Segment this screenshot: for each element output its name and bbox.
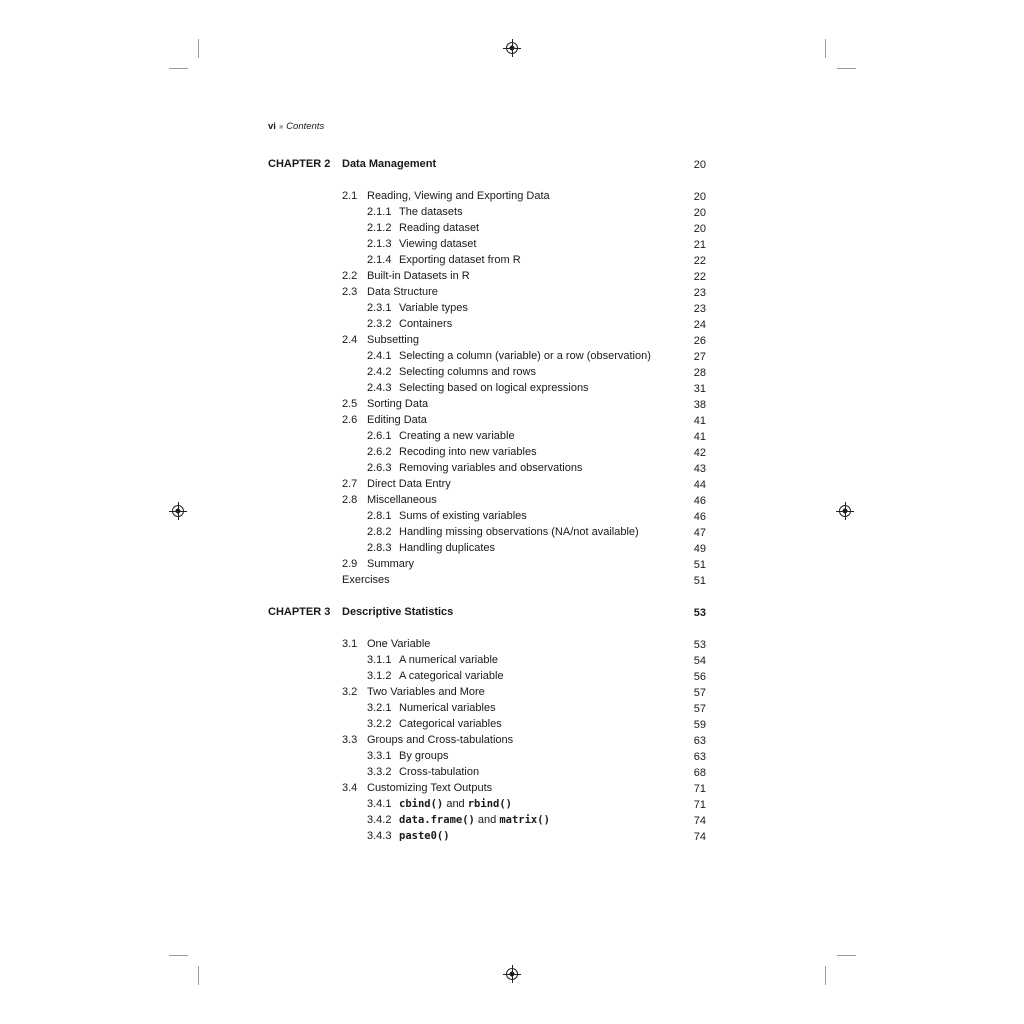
toc-entry-number: 2.5 [342,398,358,410]
toc-entry-title: Two Variables and More [367,686,485,698]
toc-entry-title: Sorting Data [367,398,429,410]
toc-entry-number: 3.4.1 [367,798,392,810]
toc-entry [268,508,708,524]
toc-entry [268,396,708,412]
chapter-page-number: 20 [693,159,706,171]
toc-entry-page-number: 24 [693,319,706,331]
toc-entry-title: Selecting based on logical expressions [399,382,589,394]
toc-entry-number: 3.1 [342,638,358,650]
toc-entry [268,316,708,332]
toc-entry-title: Creating a new variable [399,430,515,442]
code-function-name: data.frame() [399,814,475,826]
toc-entry-number: 2.3 [342,286,358,298]
toc-entry-number: 2.6.1 [367,430,392,442]
toc-entry [268,428,708,444]
toc-entry-title: Handling duplicates [399,542,496,554]
toc-entry-number: 2.6 [342,414,358,426]
toc-entry-title: A numerical variable [399,654,499,666]
toc-entry [268,444,708,460]
toc-entry-page-number: 21 [693,239,706,251]
toc-entry [268,700,708,716]
toc-entry-number: 3.3.2 [367,766,392,778]
toc-entry-title: Numerical variables [399,702,496,714]
chapter-label: CHAPTER 2 [268,158,331,170]
crop-mark [169,68,188,69]
toc-entry-title: Miscellaneous [367,494,437,506]
toc-entry-number: 2.1.1 [367,206,392,218]
toc-entry-title: Reading dataset [399,222,480,234]
toc-entry [268,748,708,764]
toc-entry-page-number: 71 [693,799,706,811]
toc-entry-page-number: 46 [693,511,706,523]
toc-entry-number: 2.3.1 [367,302,392,314]
toc-entry-title: Editing Data [367,414,427,426]
toc-entry-page-number: 20 [693,207,706,219]
toc-entry-number: 2.1.3 [367,238,392,250]
chapter-title: Descriptive Statistics [342,606,454,618]
toc-entry-title: Data Structure [367,286,438,298]
toc-entry-title: The datasets [399,206,463,218]
toc-entry-title: Sums of existing variables [399,510,527,522]
chapter-page-number: 53 [693,607,706,619]
registration-mark-icon [172,505,184,517]
toc-entry [268,268,708,284]
toc-entry [268,460,708,476]
toc-entry [268,476,708,492]
toc-entry [268,716,708,732]
toc-entry-text: and [474,814,500,826]
toc-entry-page-number: 57 [693,703,706,715]
toc-entry-title: Categorical variables [399,718,502,730]
running-head [268,120,324,135]
toc-entry [268,492,708,508]
toc-entry [268,412,708,428]
toc-entry [268,524,708,540]
toc-entry [268,668,708,684]
toc-entry [268,652,708,668]
toc-entry-page-number: 57 [693,687,706,699]
toc-entry-number: 2.4 [342,334,358,346]
toc-entry-number: 3.1.2 [367,670,392,682]
toc-entry [268,780,708,796]
toc-entry-page-number: 41 [693,431,706,443]
toc-entry [268,828,708,844]
toc-entry-title: By groups [399,750,449,762]
crop-mark [825,966,826,985]
toc-entry-page-number: 28 [693,367,706,379]
toc-entry-title [399,828,450,844]
toc-entry-number: 2.1 [342,190,358,202]
toc-entry-title: Built-in Datasets in R [367,270,470,282]
toc-entry [268,364,708,380]
toc-entry-number: 3.2 [342,686,358,698]
toc-entry-number: 2.8.1 [367,510,392,522]
toc-entry-number: 3.3 [342,734,358,746]
toc-entry [268,188,708,204]
crop-mark [837,68,856,69]
toc-entry-number: 2.7 [342,478,358,490]
toc-entry-page-number: 49 [693,543,706,555]
toc-entry [268,236,708,252]
toc-entry-number: 3.3.1 [367,750,392,762]
toc-entry-page-number: 54 [693,655,706,667]
toc-entry-title: Reading, Viewing and Exporting Data [367,190,550,202]
toc-entry-page-number: 47 [693,527,706,539]
toc-entry-page-number: 22 [693,271,706,283]
toc-entry-title: Recoding into new variables [399,446,537,458]
toc-entry-page-number: 74 [693,831,706,843]
toc-entry [268,796,708,812]
chapter-title: Data Management [342,158,437,170]
toc-entry-number: 3.4.2 [367,814,392,826]
toc-entry-number: 3.4 [342,782,358,794]
toc-entry-page-number: 43 [693,463,706,475]
toc-entry-title: Selecting a column (variable) or a row (observation) [399,350,651,362]
toc-entry-number: 3.2.2 [367,718,392,730]
toc-entry-page-number: 46 [693,495,706,507]
toc-entry-title: Direct Data Entry [367,478,451,490]
toc-entry-number: 2.1.2 [367,222,392,234]
registration-mark-icon [506,42,518,54]
toc-entry-page-number: 51 [693,559,706,571]
toc-entry-title: Viewing dataset [399,238,477,250]
toc-entry-number: 2.3.2 [367,318,392,330]
toc-entry-title: Exercises [342,574,390,586]
toc-entry-title: Containers [399,318,453,330]
toc-entry-title: One Variable [367,638,431,650]
toc-entry-list [268,188,708,588]
running-head-title: Contents [286,121,325,132]
toc-entry-number: 2.6.3 [367,462,392,474]
toc-entry-title: Subsetting [367,334,419,346]
toc-entry [268,204,708,220]
toc-entry-page-number: 51 [693,575,706,587]
toc-entry-page-number: 59 [693,719,706,731]
toc-entry [268,764,708,780]
toc-entry-page-number: 20 [693,191,706,203]
toc-entry-number: 2.8.3 [367,542,392,554]
toc-entry-title: Selecting columns and rows [399,366,536,378]
toc-entry-title: Customizing Text Outputs [367,782,493,794]
toc-entry-page-number: 56 [693,671,706,683]
toc-entry-page-number: 42 [693,447,706,459]
toc-entry-number: 3.4.3 [367,830,392,842]
crop-mark [198,39,199,58]
toc-entry [268,220,708,236]
toc-entry-number: 2.8 [342,494,358,506]
toc-entry-number: 2.4.2 [367,366,392,378]
registration-mark-icon [839,505,851,517]
toc-entry-number: 2.1.4 [367,254,392,266]
toc-entry-title: A categorical variable [399,670,504,682]
toc-entry [268,684,708,700]
toc-entry-page-number: 38 [693,399,706,411]
toc-entry-number: 2.4.3 [367,382,392,394]
toc-entry-page-number: 63 [693,751,706,763]
toc-entry-page-number: 31 [693,383,706,395]
toc-entry-title: Removing variables and observations [399,462,583,474]
toc-entry [268,332,708,348]
toc-entry-list [268,636,708,844]
toc-entry [268,812,708,828]
toc-entry-number: 3.1.1 [367,654,392,666]
toc-entry [268,300,708,316]
toc-entry [268,348,708,364]
code-function-name: cbind() [399,798,444,810]
toc-entry-page-number: 26 [693,335,706,347]
toc-entry [268,572,708,588]
toc-entry-number: 2.6.2 [367,446,392,458]
toc-entry-title: Summary [367,558,415,570]
toc-entry-number: 3.2.1 [367,702,392,714]
code-function-name: paste0() [399,830,450,842]
toc-entry-title: Variable types [399,302,468,314]
toc-entry [268,284,708,300]
toc-entry-page-number: 53 [693,639,706,651]
toc-entry-page-number: 44 [693,479,706,491]
code-function-name: matrix() [499,814,550,826]
toc-entry [268,556,708,572]
toc-entry [268,252,708,268]
toc-entry [268,380,708,396]
toc-entry-title: Exporting dataset from R [399,254,521,266]
registration-mark-icon [506,968,518,980]
toc-entry-page-number: 74 [693,815,706,827]
toc-entry-number: 2.4.1 [367,350,392,362]
toc-entry-number: 2.2 [342,270,358,282]
toc-entry-page-number: 22 [693,255,706,267]
toc-entry [268,540,708,556]
toc-entry-page-number: 68 [693,767,706,779]
toc-entry-title [399,796,512,812]
code-function-name: rbind() [467,798,512,810]
running-head-page-number: vi [268,121,276,132]
crop-mark [825,39,826,58]
toc-entry-title: Handling missing observations (NA/not available) [399,526,639,538]
crop-mark [169,955,188,956]
toc-entry-title: Cross-tabulation [399,766,480,778]
toc-entry-page-number: 71 [693,783,706,795]
toc-entry-title: Groups and Cross-tabulations [367,734,514,746]
toc-entry-page-number: 20 [693,223,706,235]
toc-entry [268,636,708,652]
toc-entry-page-number: 27 [693,351,706,363]
crop-mark [837,955,856,956]
toc-entry-text: and [443,798,468,810]
running-head-separator: ■ [278,124,284,131]
toc-entry-page-number: 23 [693,303,706,315]
toc-entry-page-number: 63 [693,735,706,747]
toc-entry-title [399,812,550,828]
toc-entry [268,732,708,748]
toc-entry-number: 2.9 [342,558,358,570]
chapter-label: CHAPTER 3 [268,606,331,618]
toc-entry-page-number: 23 [693,287,706,299]
toc-entry-number: 2.8.2 [367,526,392,538]
crop-mark [198,966,199,985]
toc-entry-page-number: 41 [693,415,706,427]
